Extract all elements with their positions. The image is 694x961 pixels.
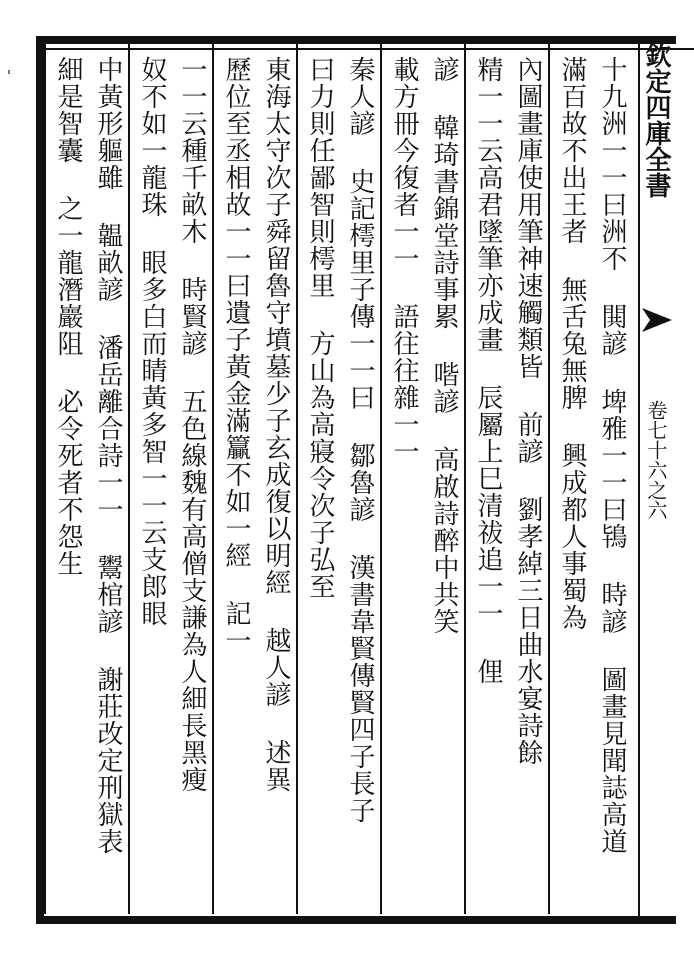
- column-divider: [380, 44, 382, 914]
- text-column-2: 滿百故不出王者 無舌兔無脾 興成都人事蜀為: [557, 56, 587, 631]
- column-divider: [212, 44, 214, 914]
- text-column-10: 歷位至丞相故一一曰遺子黃金滿籯不如一經 記一: [221, 56, 251, 654]
- text-column-12: 奴不如一龍珠 眼多白而睛黃多智一一云支郎眼: [137, 56, 167, 627]
- text-column-15: [88, 500, 128, 900]
- text-column-13: 中黃形軀雖 韞畝諺 潘岳離合詩一一 鬻棺諺 謝莊改定刑獄表: [93, 56, 123, 855]
- text-column-9: 東海太守次子舜留魯守墳墓少子玄成復以明經 越人諺 述異: [261, 56, 291, 793]
- column-divider: [548, 44, 550, 914]
- text-column-5: 諺 韓琦書錦堂詩事累 喈諺 高啟詩醉中共笑: [429, 56, 459, 635]
- column-divider: [44, 44, 46, 914]
- text-column-1: 十九洲一一曰洲不 閧諺 埤雅一一曰鴇 時諺 圖畫見聞誌高道: [597, 56, 627, 855]
- text-column-14: 細是智囊 之一龍潛巖阻 必令死者不怨生: [53, 56, 83, 577]
- column-divider: [464, 44, 466, 914]
- column-divider: [296, 44, 298, 914]
- book-title: 欽定四庫全書: [641, 42, 671, 198]
- text-column-7: 秦人諺 史記樗里子傳一一曰 鄒魯諺 漢書韋賢傳賢四子長子: [345, 56, 375, 824]
- text-column-11: 一一云種千畝木 時賢諺 五色線魏有高僧支謙為人細長黑瘦: [177, 56, 207, 793]
- text-column-4: 精一一云高君墜筆亦成畫 辰屬上巳清祓追一一 俚: [473, 56, 503, 685]
- text-column-3: 內圖畫庫使用筆神速觸類皆 前諺 劉孝綽三日曲水宴詩餘: [513, 56, 543, 766]
- volume-label: 卷七十六之六: [644, 400, 668, 520]
- text-column-6: 載方冊今復者一一 語往往雜一一: [389, 56, 419, 465]
- text-column-8: 曰力則任鄙智則樗里 方山為高寢令次子弘至: [305, 56, 335, 600]
- fish-tail-mark-icon: [640, 300, 674, 340]
- text-column-16: [48, 500, 88, 900]
- top-rule: [44, 48, 694, 50]
- column-divider: [128, 44, 130, 914]
- scan-speck: [8, 70, 10, 74]
